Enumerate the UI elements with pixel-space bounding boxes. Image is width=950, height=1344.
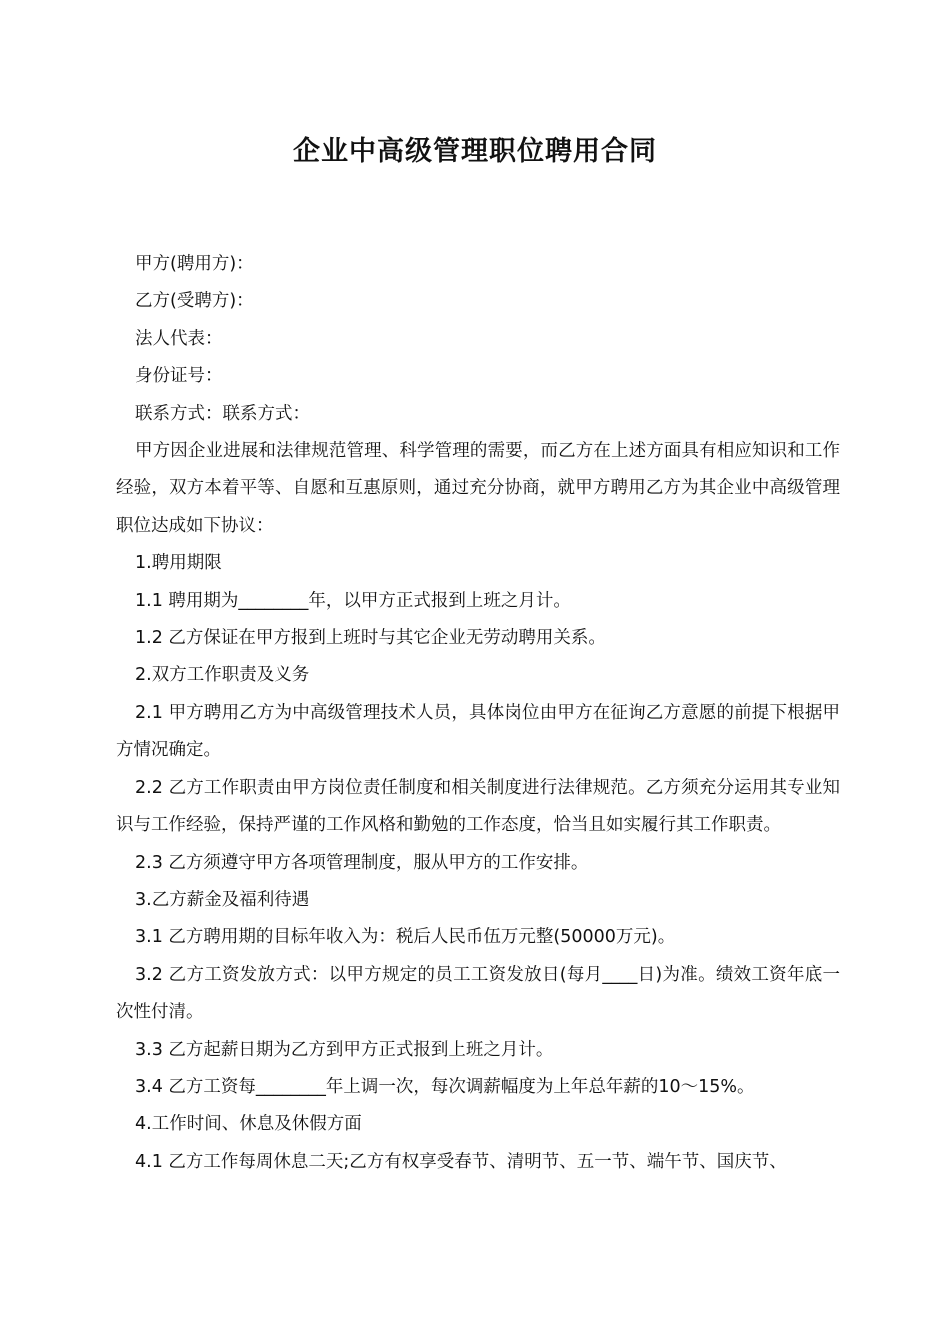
- document-body: [116, 246, 840, 1181]
- preamble-paragraph: 甲方因企业进展和法律规范管理、科学管理的需要，而乙方在上述方面具有相应知识和工作经验，双方本着平等、自愿和互惠原则，通过充分协商，就甲方聘用乙方为其企业中高级管理职位达成如下协议：: [116, 441, 840, 536]
- party-a-line: 甲方(聘用方)：: [135, 254, 254, 274]
- section-heading: 2.双方工作职责及义务: [135, 665, 310, 686]
- legal-representative-line: 法人代表：: [135, 328, 223, 349]
- clause-paragraph: 2.3 乙方须遵守甲方各项管理制度，服从甲方的工作安排。: [135, 852, 589, 873]
- clause-paragraph: 1.1 聘用期为________年，以甲方正式报到上班之月计。: [135, 590, 571, 611]
- clause-paragraph: 3.1 乙方聘用期的目标年收入为：税后人民币伍万元整(50000万元)。: [135, 927, 676, 948]
- section-heading: 1.聘用期限: [135, 553, 222, 574]
- section-heading: 3.乙方薪金及福利待遇: [135, 889, 310, 910]
- section-heading: 4.工作时间、休息及休假方面: [135, 1114, 362, 1135]
- id-number-line: 身份证号：: [135, 366, 223, 387]
- clause-paragraph: 1.2 乙方保证在甲方报到上班时与其它企业无劳动聘用关系。: [135, 628, 606, 649]
- clause-paragraph: 4.1 乙方工作每周休息二天;乙方有权享受春节、清明节、五一节、端午节、国庆节、: [135, 1151, 787, 1172]
- clause-paragraph: 3.4 乙方工资每________年上调一次，每次调薪幅度为上年总年薪的10～15%。: [135, 1076, 755, 1097]
- clause-paragraph: 3.3 乙方起薪日期为乙方到甲方正式报到上班之月计。: [135, 1039, 554, 1060]
- party-b-line: 乙方(受聘方)：: [135, 291, 254, 312]
- document-title: 企业中高级管理职位聘用合同: [293, 136, 657, 167]
- clause-paragraph: 2.2 乙方工作职责由甲方岗位责任制度和相关制度进行法律规范。乙方须充分运用其专业知识与工作经验，保持严谨的工作风格和勤勉的工作态度，恰当且如实履行其工作职责。: [116, 777, 840, 836]
- clause-paragraph: 2.1 甲方聘用乙方为中高级管理技术人员，具体岗位由甲方在征询乙方意愿的前提下根据甲方情况确定。: [116, 702, 840, 761]
- contact-line: 联系方式：联系方式：: [135, 403, 310, 424]
- clause-paragraph: 3.2 乙方工资发放方式：以甲方规定的员工工资发放日(每月____日)为准。绩效工资年底一次性付清。: [116, 964, 840, 1023]
